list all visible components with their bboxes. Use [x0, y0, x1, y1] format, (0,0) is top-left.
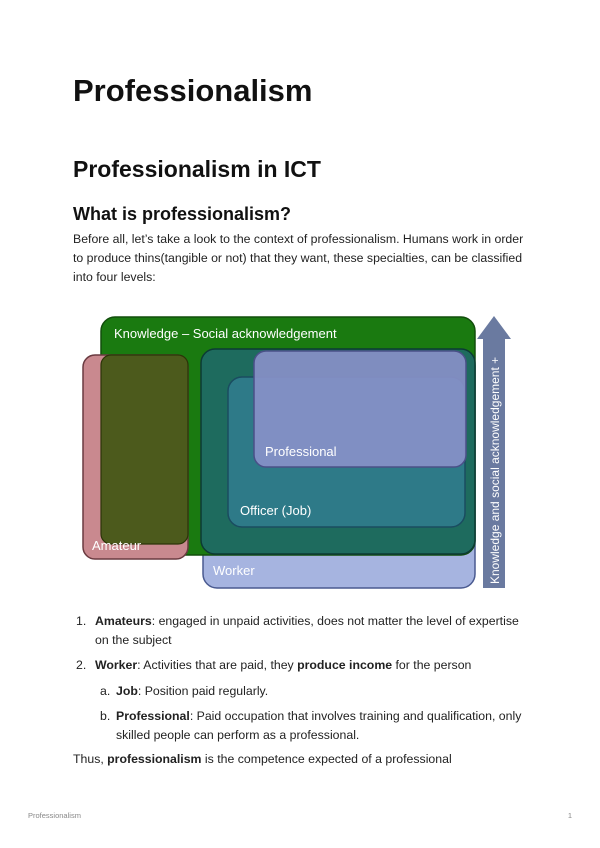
amateur-label: Amateur — [92, 538, 142, 553]
sublist-item — [73, 707, 533, 745]
levels-list — [73, 612, 533, 751]
worker-label: Worker — [213, 563, 255, 578]
subsection-title: What is professionalism? — [73, 204, 292, 224]
list-term: Worker — [95, 658, 138, 672]
professionalism-levels-diagram — [80, 312, 530, 592]
list-number: 1. — [76, 614, 87, 628]
list-number: 2. — [76, 658, 87, 672]
list-item — [73, 656, 533, 675]
page-title: Professionalism — [73, 73, 313, 108]
sublist-text: : Position paid regularly. — [137, 684, 269, 698]
knowledge-label: Knowledge – Social acknowledgement — [114, 326, 337, 341]
officer-label: Officer (Job) — [240, 503, 312, 518]
footer-title: Professionalism — [28, 811, 81, 820]
section-title-text: Professionalism in ICT — [73, 156, 321, 182]
sublist-letter: b. — [100, 709, 111, 723]
sublist-term: Job — [116, 684, 138, 698]
conclusion-pre: Thus, — [73, 752, 108, 766]
sublist-item — [73, 682, 533, 701]
list-term: Amateurs — [95, 614, 152, 628]
intro-paragraph: Before all, let’s take a look to the context of professionalism. Humans work in order to produce thins(tangible or not) that they want, these specialties, can be classified into four levels: — [73, 232, 524, 284]
sublist-text: : Paid occupation that involves training and qualification, only skilled people can perform as a professional. — [116, 709, 522, 742]
list-item — [73, 612, 533, 650]
conclusion-post: is the competence expected of a professional — [201, 752, 452, 766]
page-number: 1 — [567, 811, 572, 820]
amateur-overlap-box — [101, 355, 188, 544]
list-emphasis: produce income — [297, 658, 393, 672]
arrow-label: Knowledge and social acknowledgement + — [488, 356, 502, 584]
sublist-letter: a. — [100, 684, 111, 698]
conclusion-bold: professionalism — [107, 752, 202, 766]
list-text: for the person — [392, 658, 472, 672]
section-title — [73, 154, 321, 184]
conclusion-paragraph — [73, 750, 533, 769]
list-text: : engaged in unpaid activities, does not matter the level of expertise on the subject — [95, 614, 519, 647]
sublist-term: Professional — [116, 709, 190, 723]
up-arrow-icon — [477, 316, 511, 588]
list-text: : Activities that are paid, they — [137, 658, 298, 672]
professional-label: Professional — [265, 444, 337, 459]
